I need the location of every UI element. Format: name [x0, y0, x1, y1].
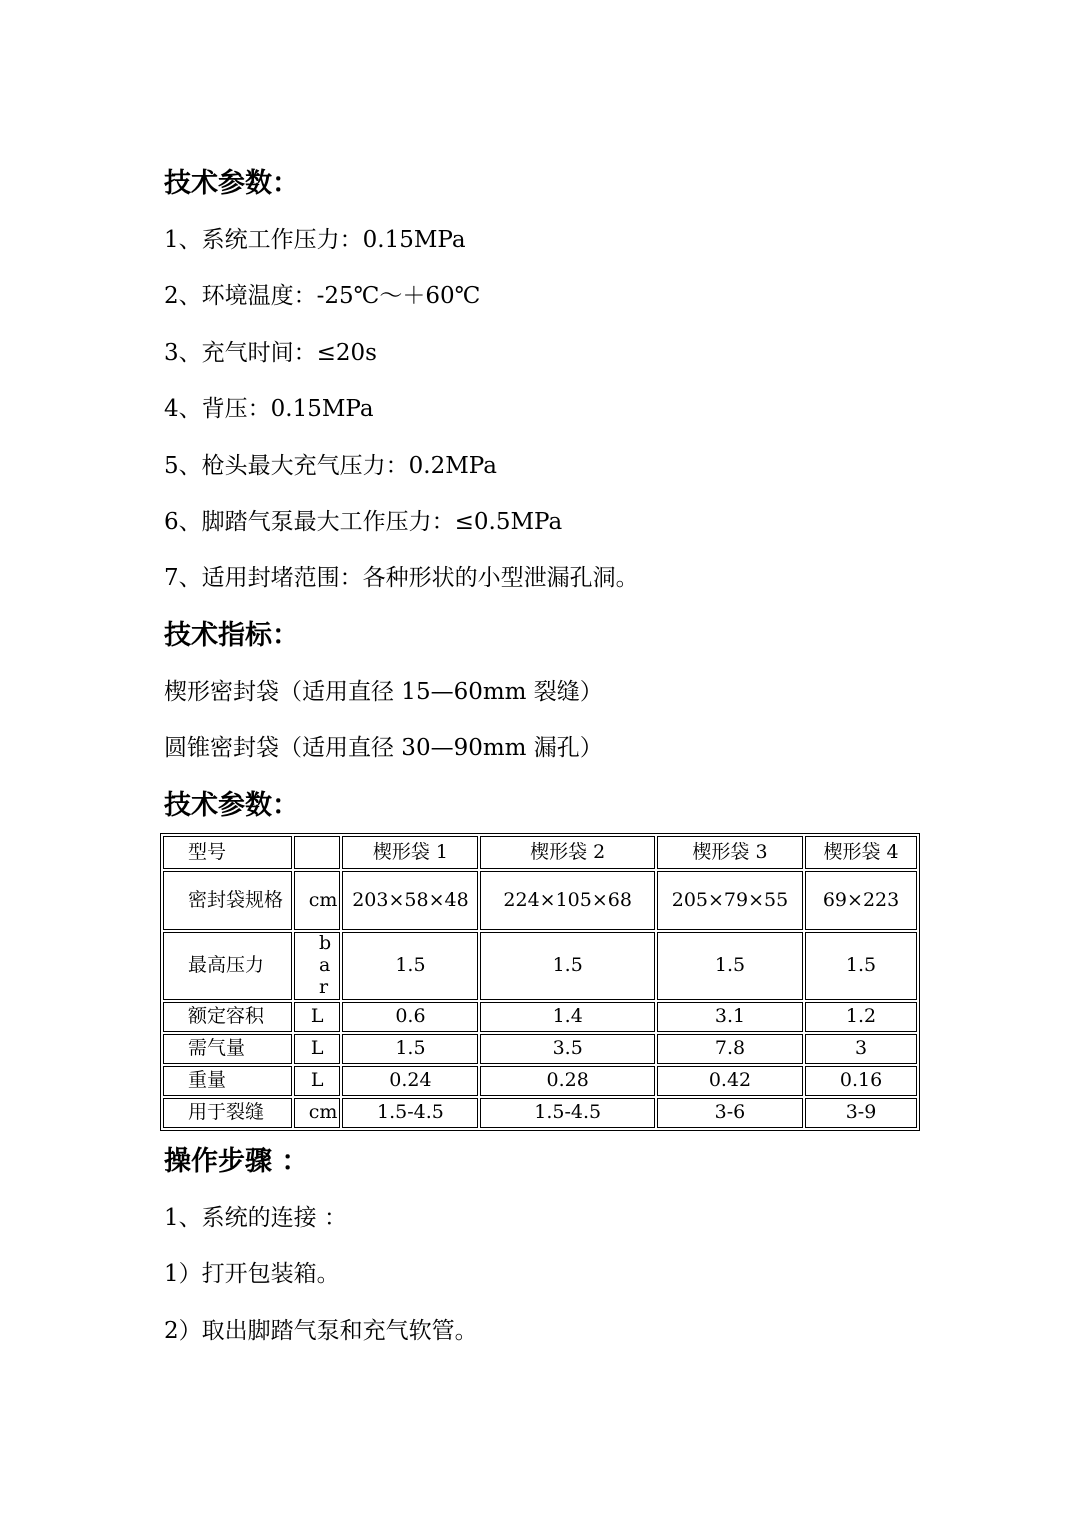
row-value-cell: 3.1 [657, 1002, 803, 1032]
row-value-cell: 205×79×55 [657, 871, 803, 930]
row-value-cell: 3.5 [480, 1034, 654, 1064]
row-name-cell: 最高压力 [163, 932, 292, 1000]
row-unit-cell: L [294, 1066, 340, 1096]
step-item: 1）打开包装箱。 [164, 1261, 340, 1287]
table-row [163, 1066, 917, 1096]
row-value-cell: 1.5 [342, 932, 478, 1000]
row-unit-cell: L [294, 1002, 340, 1032]
indicator-item: 楔形密封袋（适用直径 15—60mm 裂缝） [164, 679, 603, 705]
indicator-item: 圆锥密封袋（适用直径 30—90mm 漏孔） [164, 735, 603, 761]
param-item: 6、脚踏气泵最大工作压力：≤0.5MPa [164, 509, 563, 535]
row-value-cell: 0.6 [342, 1002, 478, 1032]
row-value-cell: 0.28 [480, 1066, 654, 1096]
row-value-cell: 1.2 [805, 1002, 917, 1032]
header-cell: 楔形袋 1 [342, 836, 478, 869]
heading-tech-indicators: 技术指标： [164, 620, 299, 651]
table-row [163, 932, 917, 1000]
param-item: 7、适用封堵范围：各种形状的小型泄漏孔洞。 [164, 565, 639, 591]
row-value-cell: 1.5 [342, 1034, 478, 1064]
row-name-cell [163, 871, 292, 930]
heading-tech-params: 技术参数： [164, 168, 299, 199]
param-item: 2、环境温度：-25℃～＋60℃ [164, 283, 481, 309]
row-name-text: 密封袋规格 [188, 888, 284, 911]
row-value-cell: 1.5-4.5 [480, 1098, 654, 1128]
row-value-cell: 3-9 [805, 1098, 917, 1128]
row-unit-cell: cm [294, 1098, 340, 1128]
row-name-cell: 重量 [163, 1066, 292, 1096]
table-header-row [163, 836, 917, 869]
row-value-cell: 3-6 [657, 1098, 803, 1128]
row-name-cell: 用于裂缝 [163, 1098, 292, 1128]
row-value-cell: 1.4 [480, 1002, 654, 1032]
row-name-cell: 额定容积 [163, 1002, 292, 1032]
table-row [163, 871, 917, 930]
header-cell: 楔形袋 2 [480, 836, 654, 869]
spec-table [160, 833, 920, 1131]
row-unit-cell [294, 932, 340, 1000]
header-cell-model: 型号 [163, 836, 292, 869]
row-value-cell: 203×58×48 [342, 871, 478, 930]
row-unit-cell: cm [294, 871, 340, 930]
row-value-cell: 1.5-4.5 [342, 1098, 478, 1128]
row-unit-text: bar [319, 932, 332, 998]
step-item: 1、系统的连接 ： [164, 1205, 347, 1231]
param-item: 1、系统工作压力：0.15MPa [164, 227, 466, 253]
row-value-cell: 0.42 [657, 1066, 803, 1096]
row-value-cell: 3 [805, 1034, 917, 1064]
row-name-cell: 需气量 [163, 1034, 292, 1064]
row-value-cell: 0.16 [805, 1066, 917, 1096]
step-item: 2）取出脚踏气泵和充气软管。 [164, 1318, 478, 1344]
param-item: 5、枪头最大充气压力：0.2MPa [164, 453, 497, 479]
row-value-cell: 1.5 [480, 932, 654, 1000]
row-value-cell: 7.8 [657, 1034, 803, 1064]
param-item: 3、充气时间：≤20s [164, 340, 377, 366]
table-row [163, 1098, 917, 1128]
header-cell-unit [294, 836, 340, 869]
row-value-cell: 0.24 [342, 1066, 478, 1096]
heading-operation-steps: 操作步骤 ： [164, 1146, 309, 1177]
row-value-cell: 224×105×68 [480, 871, 654, 930]
row-value-cell: 1.5 [657, 932, 803, 1000]
param-item: 4、背压：0.15MPa [164, 396, 374, 422]
row-value-cell: 69×223 [805, 871, 917, 930]
row-value-cell: 1.5 [805, 932, 917, 1000]
row-unit-cell: L [294, 1034, 340, 1064]
table-row [163, 1034, 917, 1064]
header-cell: 楔形袋 3 [657, 836, 803, 869]
heading-tech-params-table: 技术参数： [164, 790, 299, 821]
table-row [163, 1002, 917, 1032]
header-cell: 楔形袋 4 [805, 836, 917, 869]
